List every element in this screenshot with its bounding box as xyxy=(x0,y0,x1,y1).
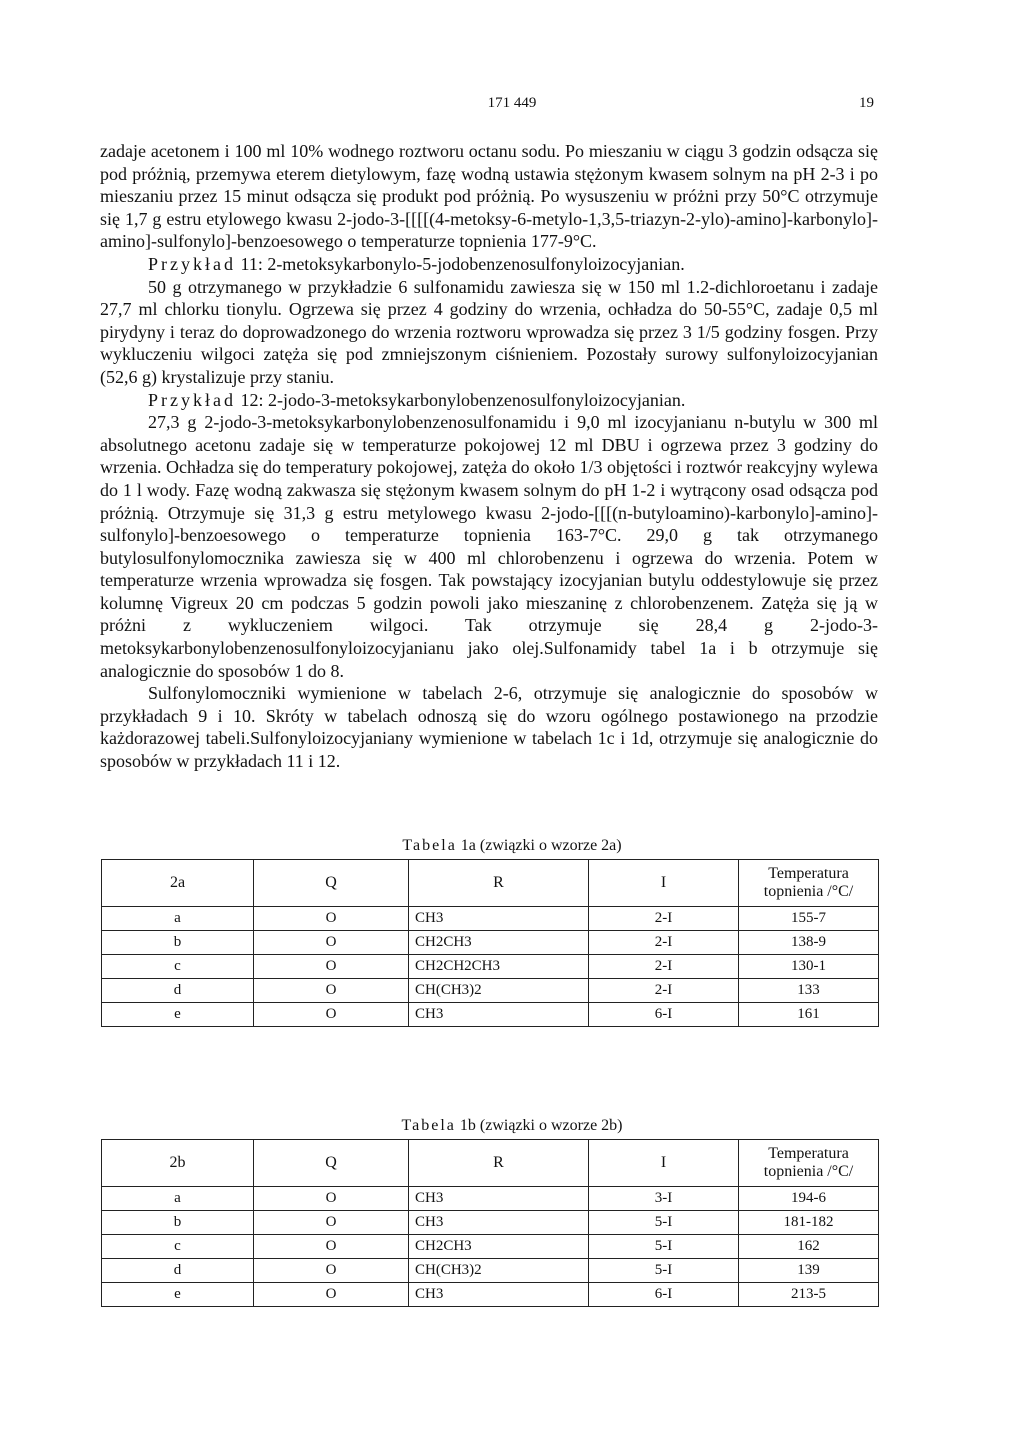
table-cell: CH3 xyxy=(409,1211,589,1235)
example-11-title: 11: 2-metoksykarbonylo-5-jodobenzenosulfonyloizocyjanian. xyxy=(235,253,685,274)
table-cell: b xyxy=(102,931,254,955)
table-cell: 5-I xyxy=(589,1211,739,1235)
table-1b xyxy=(101,1139,879,1307)
table-row xyxy=(102,1187,879,1211)
table-cell: O xyxy=(254,931,409,955)
header-cell: 2a xyxy=(102,860,254,907)
table-row xyxy=(102,931,879,955)
table-cell: 130-1 xyxy=(739,955,879,979)
table-row xyxy=(102,955,879,979)
table-1b-caption-text: 1b (związki o wzorze 2b) xyxy=(455,1117,623,1134)
table-1b-caption-label: Tabela xyxy=(401,1117,456,1134)
example-12-label: Przykład xyxy=(148,389,236,410)
table-cell: 6-I xyxy=(589,1283,739,1307)
table-cell: 139 xyxy=(739,1259,879,1283)
table-1a-caption-text: 1a (związki o wzorze 2a) xyxy=(456,837,622,854)
table-cell: 213-5 xyxy=(739,1283,879,1307)
table-cell: O xyxy=(254,1235,409,1259)
table-cell: 5-I xyxy=(589,1235,739,1259)
header-cell: R xyxy=(409,1140,589,1187)
table-row xyxy=(102,1211,879,1235)
temp-header-line1: Temperatura xyxy=(768,865,849,882)
header-cell: I xyxy=(589,1140,739,1187)
header-cell-temperature xyxy=(739,1140,879,1187)
table-cell: O xyxy=(254,1003,409,1027)
table-cell: CH2CH3 xyxy=(409,931,589,955)
table-cell: O xyxy=(254,979,409,1003)
table-row xyxy=(102,1259,879,1283)
table-cell: 2-I xyxy=(589,955,739,979)
temp-header-line2: topnienia /°C/ xyxy=(763,883,854,900)
table-cell: O xyxy=(254,955,409,979)
table-cell: 2-I xyxy=(589,907,739,931)
example-11-label: Przykład xyxy=(148,253,236,274)
body-text xyxy=(100,140,878,773)
table-cell: O xyxy=(254,1283,409,1307)
table-row xyxy=(102,979,879,1003)
paragraph-4: Sulfonylomoczniki wymienione w tabelach 2-6, otrzymuje się analogicznie do sposobów w przykładach 9 i 10. Skróty w tabelach odnoszą się do wzoru ogólnego postawionego na przodzie każdorazowej tabeli.Sulfonyloizocyjaniany wymienione w tabelach 1c i 1d, otrzymuje się analogicznie do sposobów w przykładach 11 i 12. xyxy=(100,683,878,772)
table-cell: 181-182 xyxy=(739,1211,879,1235)
table-header-row xyxy=(102,1140,879,1187)
table-cell: CH3 xyxy=(409,1187,589,1211)
table-row xyxy=(102,1283,879,1307)
paragraph-2: 50 g otrzymanego w przykładzie 6 sulfonamidu zawiesza się w 150 ml 1.2-dichloroetanu i zadaje 27,7 ml chlorku tionylu. Ogrzewa się przez 4 godziny do wrzenia, ochładza do 50-55°C, zadaje 0,5 ml pirydyny i teraz do doprowadzonego do wrzenia roztworu wprowadza się przez 3 1/5 godziny fosgen. Przy wykluczeniu wilgoci zatęża się pod zmniejszonym ciśnieniem. Pozostały surowy sulfonyloizocyjanian (52,6 g) krystalizuje przy staniu. xyxy=(100,276,878,387)
table-cell: O xyxy=(254,907,409,931)
header-cell: Q xyxy=(254,1140,409,1187)
table-cell: a xyxy=(102,1187,254,1211)
table-cell: CH(CH3)2 xyxy=(409,979,589,1003)
table-cell: O xyxy=(254,1259,409,1283)
table-cell: CH3 xyxy=(409,1283,589,1307)
table-1b-caption xyxy=(0,1117,1024,1135)
table-cell: 162 xyxy=(739,1235,879,1259)
table-cell: b xyxy=(102,1211,254,1235)
example-12-heading xyxy=(100,389,878,412)
table-1a-caption-label: Tabela xyxy=(402,837,457,854)
table-1a-caption xyxy=(0,837,1024,855)
table-cell: 194-6 xyxy=(739,1187,879,1211)
table-cell: 2-I xyxy=(589,931,739,955)
table-cell: 155-7 xyxy=(739,907,879,931)
table-cell: c xyxy=(102,955,254,979)
table-row xyxy=(102,907,879,931)
table-cell: CH3 xyxy=(409,907,589,931)
table-cell: O xyxy=(254,1211,409,1235)
temp-header-line1: Temperatura xyxy=(768,1145,849,1162)
example-11-heading xyxy=(100,253,878,276)
table-row xyxy=(102,1003,879,1027)
temp-header-line2: topnienia /°C/ xyxy=(763,1163,854,1180)
table-cell: O xyxy=(254,1187,409,1211)
table-header-row xyxy=(102,860,879,907)
header-cell: 2b xyxy=(102,1140,254,1187)
table-row xyxy=(102,1235,879,1259)
header-cell: Q xyxy=(254,860,409,907)
table-cell: d xyxy=(102,979,254,1003)
table-cell: 3-I xyxy=(589,1187,739,1211)
table-cell: a xyxy=(102,907,254,931)
table-cell: 161 xyxy=(739,1003,879,1027)
header-cell-temperature xyxy=(739,860,879,907)
table-cell: 6-I xyxy=(589,1003,739,1027)
header-cell: R xyxy=(409,860,589,907)
table-1a xyxy=(101,859,879,1027)
table-cell: c xyxy=(102,1235,254,1259)
table-cell: CH2CH3 xyxy=(409,1235,589,1259)
table-cell: d xyxy=(102,1259,254,1283)
table-cell: CH3 xyxy=(409,1003,589,1027)
paragraph-3: 27,3 g 2-jodo-3-metoksykarbonylobenzenosulfonamidu i 9,0 ml izocyjanianu n-butylu w 300 ml absolutnego acetonu zadaje się w temperaturze pokojowej 12 ml DBU i ogrzewa przez 3 godziny do wrzenia. Ochładza się do temperatury pokojowej, zatęża do około 1/3 objętości i roztwór reakcyjny wylewa do 1 l wody. Fazę wodną zakwasza się stężonym kwasem solnym do pH 1-2 i wytrącony osad odsącza pod próżnią. Otrzymuje się 31,3 g estru metylowego kwasu 2-jodo-[[[(n-butyloamino)-karbonylo]-amino]-sulfonylo]-benzoesowego o temperaturze topnienia 163-7°C. 29,0 g tak otrzymanego butylosulfonylomocznika zawiesza się w 400 ml chlorobenzenu i ogrzewa do wrzenia. Potem w temperaturze wrzenia wprowadza się fosgen. Tak powstający izocyjanian butylu oddestylowuje się przez kolumnę Vigreux 20 cm podczas 5 godzin powoli jako mieszaninę z chlorobenzenem. Zatęża się ją w próżni z wykluczeniem wilgoci. Tak otrzymuje się 28,4 g 2-jodo-3-metoksykarbonylobenzenosulfonyloizocyjanianu jako olej.Sulfonamidy tabel 1a i b otrzymuje się analogicznie do sposobów 1 do 8. xyxy=(100,412,878,681)
table-cell: e xyxy=(102,1283,254,1307)
page-header xyxy=(0,95,1024,115)
table-cell: 138-9 xyxy=(739,931,879,955)
table-cell: e xyxy=(102,1003,254,1027)
table-cell: CH(CH3)2 xyxy=(409,1259,589,1283)
example-12-title: 12: 2-jodo-3-metoksykarbonylobenzenosulfonyloizocyjanian. xyxy=(235,389,686,410)
paragraph-1: zadaje acetonem i 100 ml 10% wodnego roztworu octanu sodu. Po mieszaniu w ciągu 3 godzin odsącza się pod próżnią, przemywa eterem dietylowym, fazę wodną ustawia stężonym kwasem solnym na pH 2-3 i po mieszaniu przez 15 minut odsącza się produkt pod próżnią. Po wysuszeniu w próżni przy 50°C otrzymuje się 1,7 g estru etylowego kwasu 2-jodo-3-[[[[(4-metoksy-6-metylo-1,3,5-triazyn-2-ylo)-amino]-karbonylo]-amino]-sulfonylo]-benzoesowego o temperaturze topnienia 177-9°C. xyxy=(100,141,878,252)
table-cell: 2-I xyxy=(589,979,739,1003)
patent-number: 171 449 xyxy=(487,95,537,111)
table-cell: 133 xyxy=(739,979,879,1003)
page-number: 19 xyxy=(859,95,874,111)
table-cell: 5-I xyxy=(589,1259,739,1283)
header-cell: I xyxy=(589,860,739,907)
table-cell: CH2CH2CH3 xyxy=(409,955,589,979)
